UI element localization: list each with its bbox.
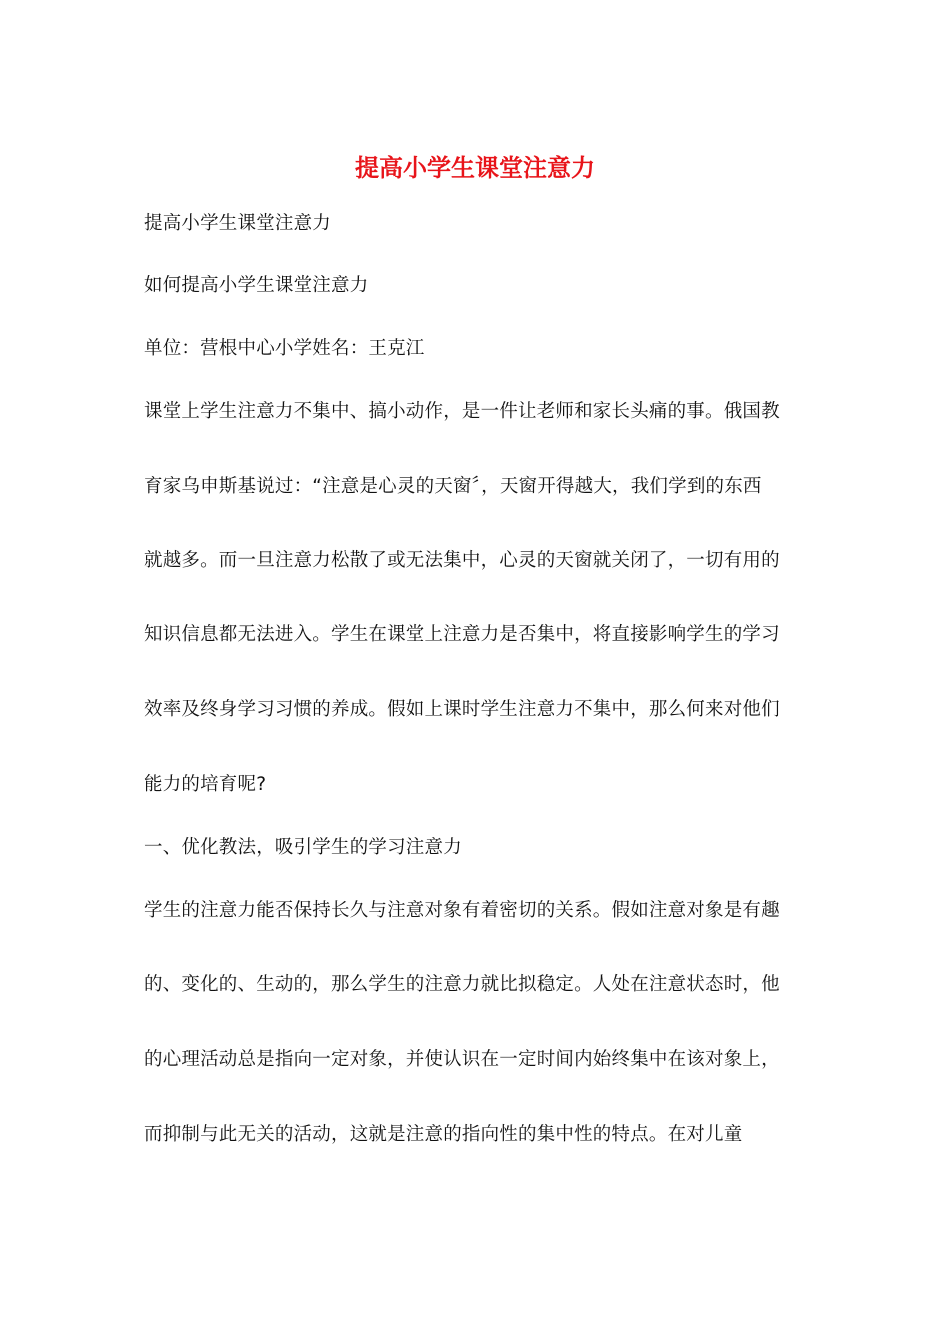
paragraph-line: 知识信息都无法进入。学生在课堂上注意力是否集中，将直接影响学生的学习: [144, 624, 780, 645]
paragraph-line: 的、变化的、生动的，那么学生的注意力就比拟稳定。人处在注意状态时，他: [144, 974, 780, 995]
paragraph-line: 的心理活动总是指向一定对象，并使认识在一定时间内始终集中在该对象上，: [144, 1049, 780, 1070]
author-line: 单位：营根中心小学姓名：王克江: [144, 338, 425, 359]
paragraph-line: 育家乌申斯基说过：“注意是心灵的天窗〞，天窗开得越大，我们学到的东西: [144, 476, 762, 497]
paragraph-line: 就越多。而一旦注意力松散了或无法集中，心灵的天窗就关闭了，一切有用的: [144, 550, 780, 571]
paragraph-line: 课堂上学生注意力不集中、搞小动作，是一件让老师和家长头痛的事。俄国教: [144, 401, 780, 422]
document-title: 提高小学生课堂注意力: [355, 153, 595, 182]
heading-line: 如何提高小学生课堂注意力: [144, 275, 369, 296]
paragraph-line: 学生的注意力能否保持长久与注意对象有着密切的关系。假如注意对象是有趣: [144, 900, 780, 921]
paragraph-line: 能力的培育呢?: [144, 774, 267, 795]
section-heading: 一、优化教法，吸引学生的学习注意力: [144, 837, 462, 858]
subtitle-line: 提高小学生课堂注意力: [144, 213, 332, 234]
paragraph-line: 而抑制与此无关的活动，这就是注意的指向性的集中性的特点。在对儿童: [144, 1124, 743, 1145]
paragraph-line: 效率及终身学习习惯的养成。假如上课时学生注意力不集中，那么何来对他们: [144, 699, 780, 720]
